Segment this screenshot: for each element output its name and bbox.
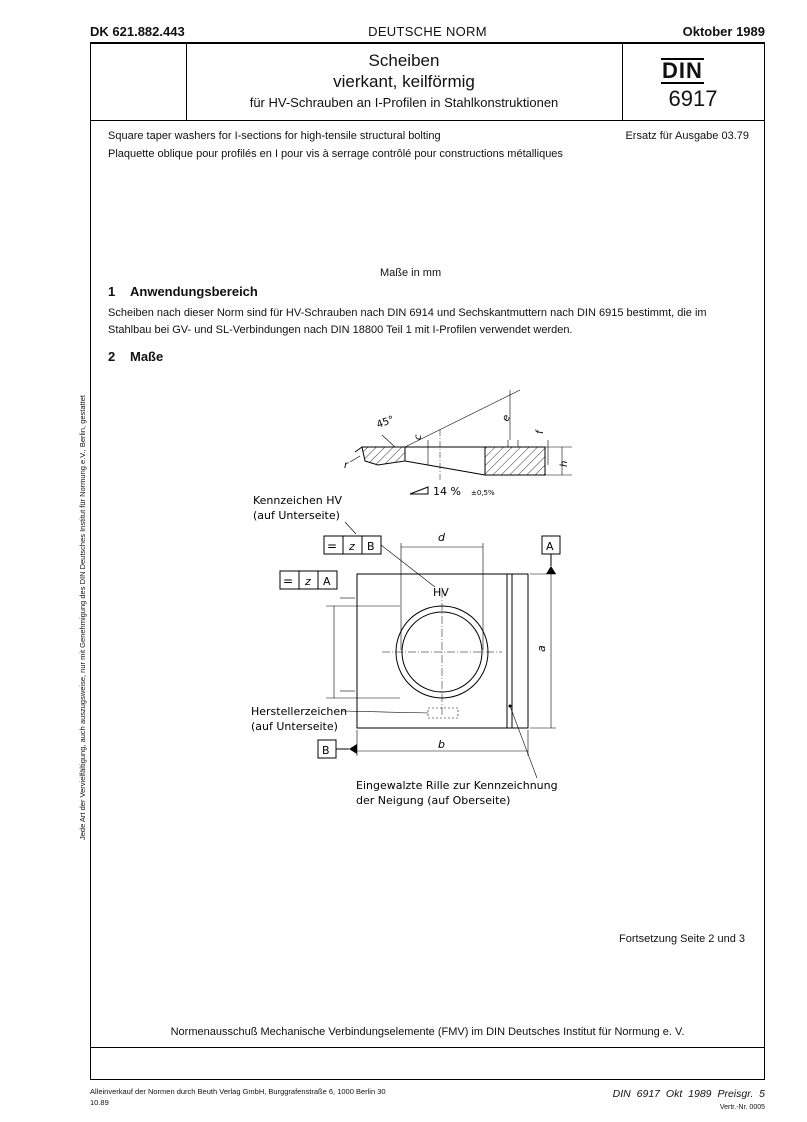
frame-a-symbol: =	[283, 574, 294, 588]
section-1-text: Scheiben nach dieser Norm sind für HV-Schrauben nach DIN 6914 und Sechskantmuttern nach DIN 6915 bestimmt, die im Stahlbau bei GV- und SL-Verbindungen nach DIN 18800 Teil 1 mit I-Profilen verwendet werden.	[108, 307, 707, 336]
slope-label: 14 %	[433, 485, 461, 498]
units-note: Maße in mm	[380, 267, 442, 279]
dim-a-label: a	[535, 645, 548, 652]
groove-label-1: Eingewalzte Rille zur Kennzeichnung	[356, 779, 558, 792]
continuation-note: Fortsetzung Seite 2 und 3	[619, 933, 745, 945]
frame-b-symbol: =	[327, 539, 338, 553]
slope-tolerance: ±0,5%	[471, 489, 495, 497]
committee-note: Normenausschuß Mechanische Verbindungselemente (FMV) im DIN Deutsches Institut für Normung e. V.	[170, 1026, 685, 1038]
din-logo: DIN	[662, 58, 703, 83]
hv-label-1: Kennzeichen HV	[253, 494, 343, 507]
groove-label-2: der Neigung (auf Oberseite)	[356, 794, 511, 807]
footer-rule-top	[90, 1047, 765, 1048]
distribution-number: Vertr.-Nr. 0005	[719, 1104, 765, 1111]
maker-label-2: (auf Unterseite)	[251, 720, 338, 733]
section-2-number: 2	[108, 349, 116, 364]
footer-rule-bottom	[90, 1079, 765, 1080]
section-1-number: 1	[108, 284, 116, 299]
left-frame-line	[90, 120, 91, 1080]
datum-a-label: A	[546, 540, 554, 553]
english-title: Square taper washers for I-sections for high-tensile structural bolting	[108, 130, 441, 142]
frame-a-ref: A	[323, 575, 331, 588]
french-title: Plaquette oblique pour profilés en I pour vis à serrage contrôlé pour constructions métalliques	[108, 148, 563, 160]
section-left-hatch	[362, 447, 405, 465]
dim-c-label: c	[413, 434, 424, 440]
maker-label-1: Herstellerzeichen	[251, 705, 348, 718]
hv-label-2: (auf Unterseite)	[253, 509, 340, 522]
edition-code: 10.89	[90, 1098, 109, 1107]
dk-number: DK 621.882.443	[90, 24, 185, 39]
copyright-side-note: Jede Art der Vervielfältigung, auch auszugsweise, nur mit Genehmigung des DIN Deutsches Institut für Normung e.V., Berlin, gestattet	[78, 395, 87, 840]
angle-label: 45°	[375, 414, 396, 431]
hv-mark: HV	[433, 586, 449, 599]
dim-r-label: r	[344, 460, 349, 471]
dim-h-label: h	[559, 460, 570, 467]
title-line-1: Scheiben	[368, 51, 440, 70]
dim-b-label: b	[438, 738, 445, 751]
section-2-title: Maße	[130, 349, 164, 364]
din-number: 6917	[668, 86, 718, 111]
right-frame-line	[764, 120, 765, 1080]
norm-type: DEUTSCHE NORM	[368, 24, 487, 39]
slope-symbol	[410, 487, 428, 494]
dim-f-label: f	[535, 430, 546, 434]
section-1-title: Anwendungsbereich	[130, 284, 258, 299]
title-line-3: für HV-Schrauben an I-Profilen in Stahlkonstruktionen	[249, 95, 559, 110]
sales-note: Alleinverkauf der Normen durch Beuth Verlag GmbH, Burggrafenstraße 6, 1000 Berlin 30	[90, 1087, 386, 1096]
dim-d-label: d	[438, 531, 445, 544]
datum-b-label: B	[322, 744, 330, 757]
replacement-note: Ersatz für Ausgabe 03.79	[625, 130, 749, 142]
section-right-hatch	[485, 447, 545, 475]
frame-b-z: z	[349, 540, 355, 553]
frame-b-ref: B	[367, 540, 375, 553]
frame-b	[324, 536, 435, 587]
title-line-2: vierkant, keilförmig	[333, 72, 475, 91]
footer-reference: DIN 6917 Okt 1989 Preisgr. 5	[612, 1088, 765, 1100]
frame-a-z: z	[305, 575, 311, 588]
dim-left	[326, 598, 400, 698]
dim-e-label: e	[500, 413, 513, 424]
issue-date: Oktober 1989	[682, 24, 765, 39]
section-view	[350, 390, 572, 480]
